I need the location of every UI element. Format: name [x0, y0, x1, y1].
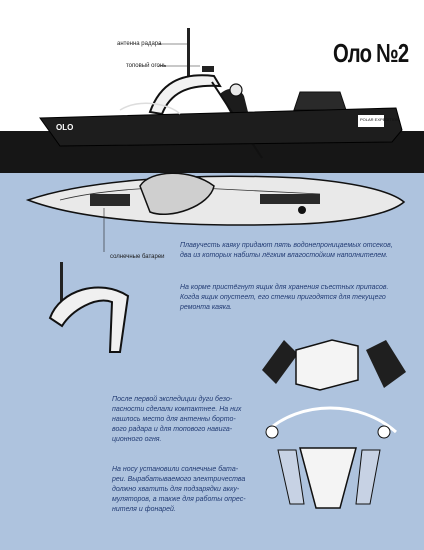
- bow-view: [300, 448, 356, 508]
- cabin: [294, 92, 346, 110]
- text-line: нашлось место для антенны борто-: [112, 416, 236, 423]
- kayak-hull-side: [40, 108, 402, 146]
- text-line: должно хватить для подзарядки акку-: [112, 486, 240, 493]
- safety-arch: [150, 75, 220, 114]
- text-line: ремонта каяка.: [180, 304, 232, 311]
- text-line: реи. Вырабатываемого электричества: [112, 476, 246, 483]
- hatch-front: [90, 194, 130, 206]
- solar-panel-left: [278, 450, 304, 504]
- kayak-top-view: [28, 176, 404, 225]
- text-line: пасности сделали компактнее. На них: [112, 406, 242, 413]
- text-line: муляторов, а также для работы опрес-: [112, 496, 246, 503]
- text-line: После первой экспедиции дуги безо-: [112, 396, 233, 403]
- lamp-left: [266, 426, 278, 438]
- label-top-light: топовый огонь: [126, 63, 167, 69]
- mast-detail: [60, 262, 63, 304]
- text-line: вого радара и для топового навига-: [112, 426, 233, 433]
- lamp-right: [378, 426, 390, 438]
- paragraph-safety-arches: [112, 395, 264, 445]
- text-line: два из которых набиты лёгким влагостойким наполнителем.: [180, 252, 388, 259]
- text-line: На корме пристёгнут ящик для хранения съестных припасов.: [180, 284, 389, 291]
- light-arc: [266, 408, 396, 432]
- paddler-head: [230, 84, 242, 96]
- storage-box: [296, 340, 358, 390]
- deck-fitting: [298, 206, 306, 214]
- hull-plate: POLAR EXPEDITION: [360, 117, 399, 122]
- hull-name: OLO: [56, 123, 74, 132]
- box-panel-left: [262, 340, 298, 384]
- text-line: Когда ящик опустеет, его стенки пригодятся для текущего: [180, 294, 386, 301]
- label-radar-antenna: антенна радара: [117, 41, 162, 47]
- box-panel-right: [366, 340, 406, 388]
- hatch-rear: [260, 194, 320, 204]
- paragraph-buoyancy: [180, 241, 416, 261]
- solar-panel-right: [356, 450, 380, 504]
- paragraph-storage-box: [180, 283, 416, 313]
- text-line: Плавучесть каяку придают пять водонепроницаемых отсеков,: [180, 242, 393, 249]
- text-line: На носу установили солнечные бата-: [112, 466, 239, 473]
- page-title: Оло №2: [333, 38, 409, 68]
- text-line: ционного огня.: [112, 436, 162, 443]
- text-line: нителя и фонарей.: [112, 506, 176, 513]
- top-light: [202, 66, 214, 72]
- paragraph-solar: [112, 465, 264, 515]
- label-solar-batteries: солнечные батареи: [110, 254, 165, 260]
